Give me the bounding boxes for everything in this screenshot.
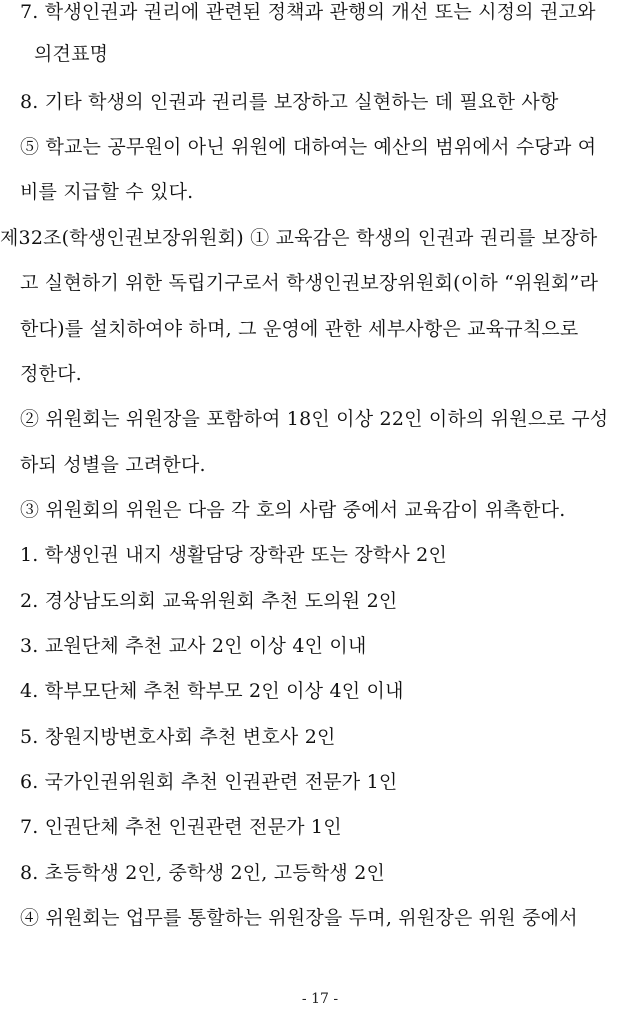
text-line-11: 하되 성별을 고려한다.	[20, 454, 206, 476]
text-line-9: 정한다.	[20, 363, 82, 385]
text-line-3: 8. 기타 학생의 인권과 권리를 보장하고 실현하는 데 필요한 사항	[20, 91, 559, 113]
page-number: - 17 -	[301, 991, 339, 1007]
text-line-6: 제32조(학생인권보장위원회) ① 교육감은 학생의 인권과 권리를 보장하	[0, 227, 598, 249]
text-line-4: ⑤ 학교는 공무원이 아닌 위원에 대하여는 예산의 범위에서 수당과 여	[20, 136, 597, 158]
text-line-14: 2. 경상남도의회 교육위원회 추천 도의원 2인	[20, 590, 398, 612]
text-line-20: 8. 초등학생 2인, 중학생 2인, 고등학생 2인	[20, 862, 386, 884]
text-line-12: ③ 위원회의 위원은 다음 각 호의 사람 중에서 교육감이 위촉한다.	[20, 499, 566, 521]
text-line-7: 고 실현하기 위한 독립기구로서 학생인권보장위원회(이하 “위원회”라	[20, 272, 599, 294]
text-line-2: 의견표명	[34, 43, 109, 65]
text-line-18: 6. 국가인권위원회 추천 인권관련 전문가 1인	[20, 771, 398, 793]
text-line-15: 3. 교원단체 추천 교사 2인 이상 4인 이내	[20, 635, 367, 657]
text-line-8: 한다)를 설치하여야 하며, 그 운영에 관한 세부사항은 교육규칙으로	[20, 318, 579, 340]
text-line-13: 1. 학생인권 내지 생활담당 장학관 또는 장학사 2인	[20, 544, 448, 566]
text-line-16: 4. 학부모단체 추천 학부모 2인 이상 4인 이내	[20, 680, 404, 702]
text-line-19: 7. 인권단체 추천 인권관련 전문가 1인	[20, 816, 342, 838]
text-line-5: 비를 지급할 수 있다.	[20, 181, 194, 203]
text-line-10: ② 위원회는 위원장을 포함하여 18인 이상 22인 이하의 위원으로 구성	[20, 408, 609, 430]
text-line-21: ④ 위원회는 업무를 통할하는 위원장을 두며, 위원장은 위원 중에서	[20, 907, 578, 929]
text-line-1: 7. 학생인권과 권리에 관련된 정책과 관행의 개선 또는 시정의 권고와	[20, 1, 596, 23]
text-line-17: 5. 창원지방변호사회 추천 변호사 2인	[20, 726, 336, 748]
